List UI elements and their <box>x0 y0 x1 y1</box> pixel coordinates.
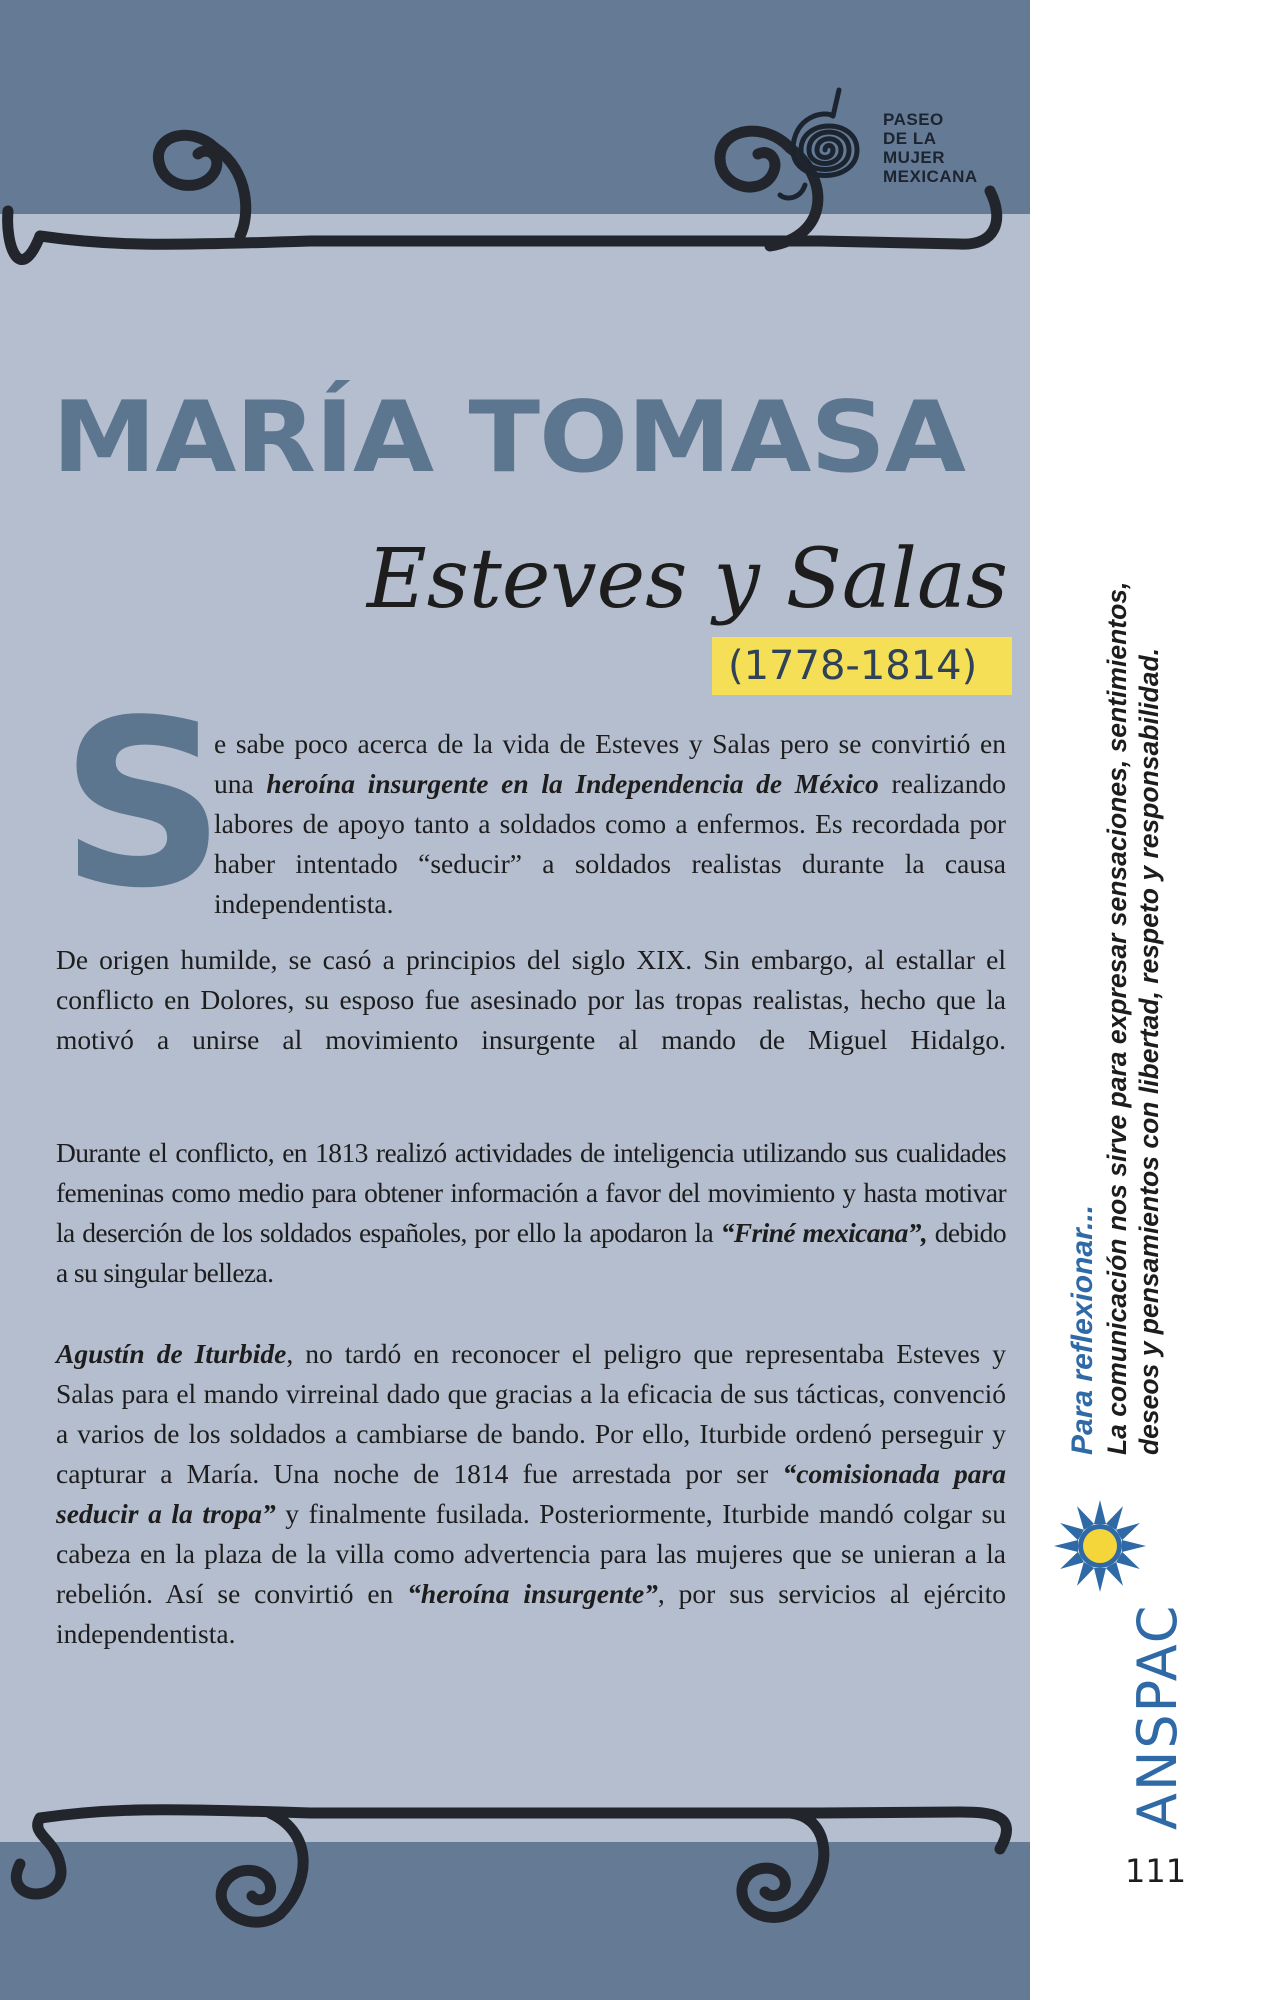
reflection-sidebar <box>1065 455 1165 1455</box>
anspac-brand: ANSPAC <box>1126 1603 1189 1830</box>
reflection-body <box>1101 455 1165 1455</box>
emphasis: “heroína insurgente” <box>407 1578 658 1609</box>
emphasis: heroína insurgente en la Independencia de México <box>266 768 879 799</box>
reflection-line: deseos y pensamientos con libertad, respeto y responsabilidad. <box>1134 647 1164 1455</box>
text-span: e sabe poco acerca de la vida de Esteves y Salas pero se convirtió en una <box>214 728 1006 799</box>
paragraph-1-intro <box>214 724 1006 924</box>
logo-line: MUJER <box>883 148 946 167</box>
emphasis: “comisionada para seducir a la tropa” <box>56 1458 1006 1529</box>
paragraph-1-continued: De origen humilde, se casó a principios del siglo XIX. Sin embargo, al estallar el conflicto en Dolores, su esposo fue asesinado por las tropas realistas, hecho que la motivó a unirse al movimiento insurgente al mando de Miguel Hidalgo. <box>56 944 1006 1055</box>
text-span: debido a su singular belleza. <box>56 1217 1006 1288</box>
years-highlight <box>712 637 1012 695</box>
paseo-logo <box>775 80 1015 210</box>
page-subtitle: Esteves y Salas <box>366 532 1008 627</box>
logo-line: MEXICANA <box>883 167 978 186</box>
text-span: realizando labores de apoyo tanto a soldados como a enfermos. Es recordada por haber intentado “seducir” a soldados realistas durante la causa independentista. <box>214 768 1006 919</box>
sun-icon <box>1052 1498 1148 1594</box>
spiral-icon <box>775 80 875 210</box>
text-span: y finalmente fusilada. Posteriormente, Iturbide mandó colgar su cabeza en la plaza de la villa como advertencia para las mujeres que se unieran a la rebelión. Así se convirtió en <box>56 1498 1006 1609</box>
logo-wordmark <box>883 110 978 186</box>
bottom-scroll-ornament <box>0 1754 1030 1934</box>
emphasis: Agustín de Iturbide <box>56 1338 287 1369</box>
emphasis: “Friné mexicana”, <box>720 1217 928 1248</box>
paragraph-2 <box>56 1133 1006 1293</box>
reflection-heading: Para reflexionar... <box>1066 1204 1099 1455</box>
logo-line: DE LA <box>883 129 937 148</box>
drop-cap: S <box>60 672 226 939</box>
logo-line: PASEO <box>883 110 944 129</box>
text-span: Durante el conflicto, en 1813 realizó actividades de inteligencia utilizando sus cualidades femeninas como medio para obtener información a favor del movimiento y hasta motivar la deserción de los soldados españoles, por ello la apodaron la <box>56 1137 1006 1248</box>
text-span: , por sus servicios al ejército independentista. <box>56 1578 1007 1649</box>
reflection-line: La comunicación nos sirve para expresar sensaciones, sentimientos, <box>1102 581 1132 1455</box>
years-label: (1778-1814) <box>728 643 978 689</box>
paragraph-3 <box>56 1334 1006 1654</box>
text-span: , no tardó en reconocer el peligro que representaba Esteves y Salas para el mando virreinal dado que gracias a la eficacia de sus tácticas, convenció a varios de los soldados a cambiarse de bando. Por ello, Iturbide ordenó perseguir y capturar a María. Una noche de 1814 fue arrestada por ser <box>56 1338 1006 1489</box>
page-title: MARÍA TOMASA <box>52 381 965 495</box>
page-number: 111 <box>1125 1852 1187 1890</box>
